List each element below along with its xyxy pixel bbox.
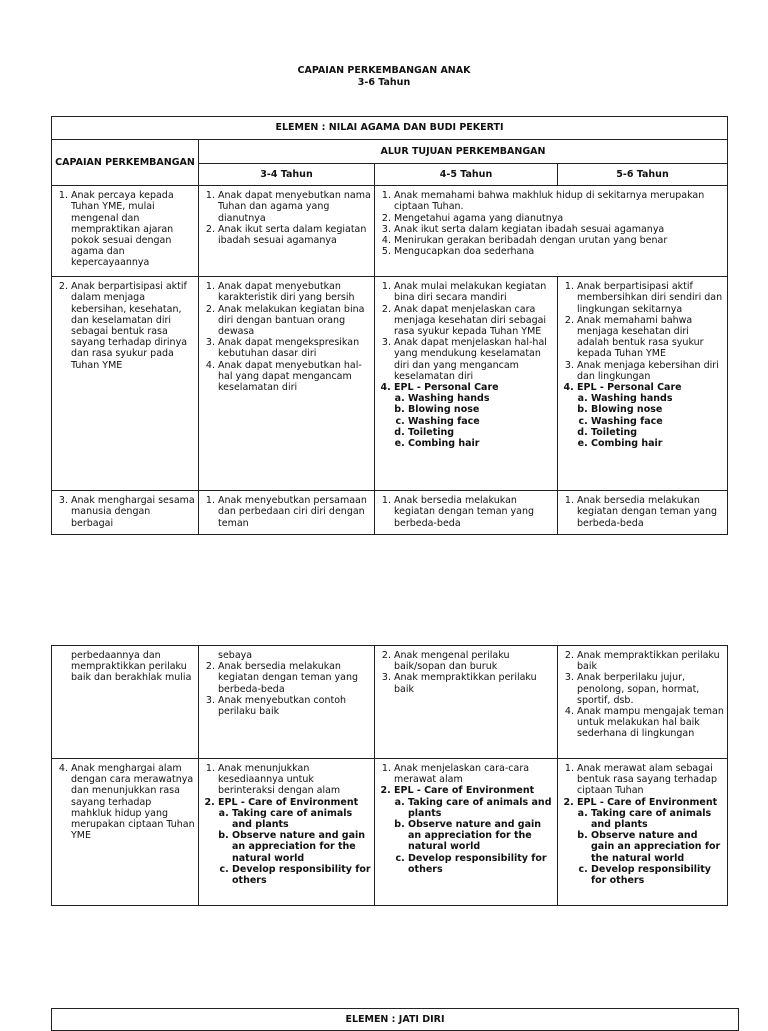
list-item: e. Combing hair — [408, 438, 554, 449]
list-item: c. Develop responsibility for others — [232, 864, 371, 886]
list-item: 3. Anak menghargai sesama manusia dengan berbagai — [71, 495, 195, 529]
cp-cell — [52, 186, 199, 277]
epl-care-of-environment — [394, 785, 554, 875]
list-item: 2. Anak mengenal perilaku baik/sopan dan buruk — [394, 650, 554, 672]
epl-personal-care — [394, 382, 554, 449]
list-item: d. Toileting — [408, 427, 554, 438]
list-item: 3. Anak dapat mengekspresikan kebutuhan dasar diri — [218, 337, 371, 359]
list-item: 3. Anak menjaga kebersihan diri dan lingkungan — [577, 360, 724, 382]
atp-3-4-cell — [199, 759, 375, 906]
list-item: e. Combing hair — [591, 438, 724, 449]
epl-personal-care — [577, 382, 724, 449]
table-row — [52, 277, 728, 491]
list-item: 1. Anak bersedia melakukan kegiatan dengan teman yang berbeda-beda — [394, 495, 554, 529]
list-item: 4. Menirukan gerakan beribadah dengan urutan yang benar — [394, 235, 724, 246]
list-item: 1. Anak menunjukkan kesediaannya untuk berinteraksi dengan alam — [218, 763, 371, 797]
list-item: 3. Anak mempraktikkan perilaku baik — [394, 672, 554, 694]
list-item: b. Observe nature and gain an appreciation for the natural world — [591, 830, 724, 864]
atp-4-5-cell — [375, 277, 558, 491]
age-4-5-header: 4-5 Tahun — [375, 164, 558, 186]
list-item: b. Blowing nose — [591, 404, 724, 415]
atp-4-5-cell — [375, 646, 558, 759]
table-row — [52, 646, 728, 759]
atp-4-5-cell — [375, 491, 558, 535]
list-item: a. Taking care of animals and plants — [232, 808, 371, 830]
table-row — [52, 759, 728, 906]
list-item: 1. Anak memahami bahwa makhluk hidup di sekitarnya merupakan ciptaan Tuhan. — [394, 190, 724, 212]
list-item: 2. Anak bersedia melakukan kegiatan dengan teman yang berbeda-beda — [218, 661, 371, 695]
atp-3-4-cell — [199, 186, 375, 277]
list-item: 4. Anak dapat menyebutkan hal-hal yang dapat mengancam keselamatan diri — [218, 360, 371, 394]
list-item: 3. Anak ikut serta dalam kegiatan ibadah sesuai agamanya — [394, 224, 724, 235]
list-item: 1. Anak percaya kepada Tuhan YME, mulai mengenal dan mempraktikan ajaran pokok sesuai dengan agama dan kepercayaannya — [71, 190, 195, 268]
list-item: b. Observe nature and gain an appreciation for the natural world — [232, 830, 371, 864]
epl-label: EPL - Personal Care — [577, 382, 682, 394]
list-item: a. Taking care of animals and plants — [591, 808, 724, 830]
atp-4-5-cell — [375, 759, 558, 906]
atp-header: ALUR TUJUAN PERKEMBANGAN — [199, 140, 728, 164]
list-item: 2. Anak melakukan kegiatan bina diri dengan bantuan orang dewasa — [218, 304, 371, 338]
list-item: 1. Anak merawat alam sebagai bentuk rasa sayang terhadap ciptaan Tuhan — [577, 763, 724, 797]
list-item: c. Develop responsibility for others — [591, 864, 724, 886]
list-item: c. Washing face — [591, 416, 724, 427]
atp-4-6-cell — [375, 186, 728, 277]
document-subtitle: 3-6 Tahun — [357, 77, 411, 88]
age-3-4-header: 3-4 Tahun — [199, 164, 375, 186]
table-row — [52, 491, 728, 535]
atp-3-4-cell — [199, 491, 375, 535]
age-5-6-header: 5-6 Tahun — [558, 164, 728, 186]
list-item: 1. Anak bersedia melakukan kegiatan dengan teman yang berbeda-beda — [577, 495, 724, 529]
table-nilai-agama — [51, 116, 728, 535]
list-item: 1. Anak dapat menyebutkan karakteristik diri yang bersih — [218, 281, 371, 303]
epl-label: EPL - Care of Environment — [577, 796, 718, 808]
epl-label: EPL - Personal Care — [394, 382, 499, 394]
cp-cell — [52, 646, 199, 759]
list-item: 2. Anak dapat menjelaskan cara menjaga kesehatan diri sebagai rasa syukur kepada Tuhan YME — [394, 304, 554, 338]
list-item: c. Develop responsibility for others — [408, 853, 554, 875]
list-item: 3. Anak berperilaku jujur, penolong, sopan, hormat, sportif, dsb. — [577, 672, 724, 706]
table-row — [52, 186, 728, 277]
epl-care-of-environment — [577, 797, 724, 887]
list-item: 2. Anak mempraktikkan perilaku baik — [577, 650, 724, 672]
list-item: 4. Anak menghargai alam dengan cara merawatnya dan menunjukkan rasa sayang terhadap mahkluk hidup yang merupakan ciptaan Tuhan YME — [71, 763, 195, 841]
list-item: 3. Anak menyebutkan contoh perilaku baik — [218, 695, 371, 717]
list-item: 2. Anak ikut serta dalam kegiatan ibadah sesuai agamanya — [218, 224, 371, 246]
table-jati-diri — [51, 1008, 739, 1031]
cp-continuation: perbedaannya dan mempraktikkan perilaku baik dan berakhlak mulia — [71, 650, 192, 684]
list-item: a. Washing hands — [408, 393, 554, 404]
epl-label: EPL - Care of Environment — [218, 796, 359, 808]
list-item: 1. Anak menyebutkan persamaan dan perbedaan ciri diri dengan teman — [218, 495, 371, 529]
atp-3-4-cell — [199, 277, 375, 491]
document-title: CAPAIAN PERKEMBANGAN ANAK — [297, 65, 471, 76]
table-continuation — [51, 645, 728, 906]
cp-cell — [52, 277, 199, 491]
atp-5-6-cell — [558, 646, 728, 759]
list-item: a. Washing hands — [591, 393, 724, 404]
list-item: a. Taking care of animals and plants — [408, 797, 554, 819]
atp-5-6-cell — [558, 277, 728, 491]
atp-3-4-cell — [199, 646, 375, 759]
list-continuation: sebaya — [218, 650, 253, 661]
cp-cell — [52, 759, 199, 906]
list-item: c. Washing face — [408, 416, 554, 427]
list-item: b. Blowing nose — [408, 404, 554, 415]
epl-label: EPL - Care of Environment — [394, 785, 535, 797]
atp-5-6-cell — [558, 759, 728, 906]
list-item: 4. Anak mampu mengajak teman untuk melakukan hal baik sederhana di lingkungan — [577, 706, 724, 740]
list-item: 2. Mengetahui agama yang dianutnya — [394, 213, 724, 224]
list-item: d. Toileting — [591, 427, 724, 438]
list-item: 5. Mengucapkan doa sederhana — [394, 246, 724, 257]
list-item: 1. Anak berpartisipasi aktif membersihkan diri sendiri dan lingkungan sekitarnya — [577, 281, 724, 315]
cp-header: CAPAIAN PERKEMBANGAN — [52, 140, 199, 186]
cp-cell — [52, 491, 199, 535]
list-item: 1. Anak dapat menyebutkan nama Tuhan dan agama yang dianutnya — [218, 190, 371, 224]
element-header: ELEMEN : JATI DIRI — [52, 1009, 739, 1031]
list-item: 3. Anak dapat menjelaskan hal-hal yang mendukung keselamatan diri dan yang mengancam keselamatan diri — [394, 337, 554, 382]
list-item: 2. Anak memahami bahwa menjaga kesehatan diri adalah bentuk rasa syukur kepada Tuhan YME — [577, 315, 724, 360]
element-header: ELEMEN : NILAI AGAMA DAN BUDI PEKERTI — [52, 117, 728, 140]
list-item: b. Observe nature and gain an appreciation for the natural world — [408, 819, 554, 853]
epl-care-of-environment — [218, 797, 371, 887]
list-item: 1. Anak menjelaskan cara-cara merawat alam — [394, 763, 554, 785]
atp-5-6-cell — [558, 491, 728, 535]
list-item: 2. Anak berpartisipasi aktif dalam menjaga kebersihan, kesehatan, dan keselamatan diri sebagai bentuk rasa sayang terhadap dirinya dan rasa syukur pada Tuhan YME — [71, 281, 195, 371]
list-item: 1. Anak mulai melakukan kegiatan bina diri secara mandiri — [394, 281, 554, 303]
